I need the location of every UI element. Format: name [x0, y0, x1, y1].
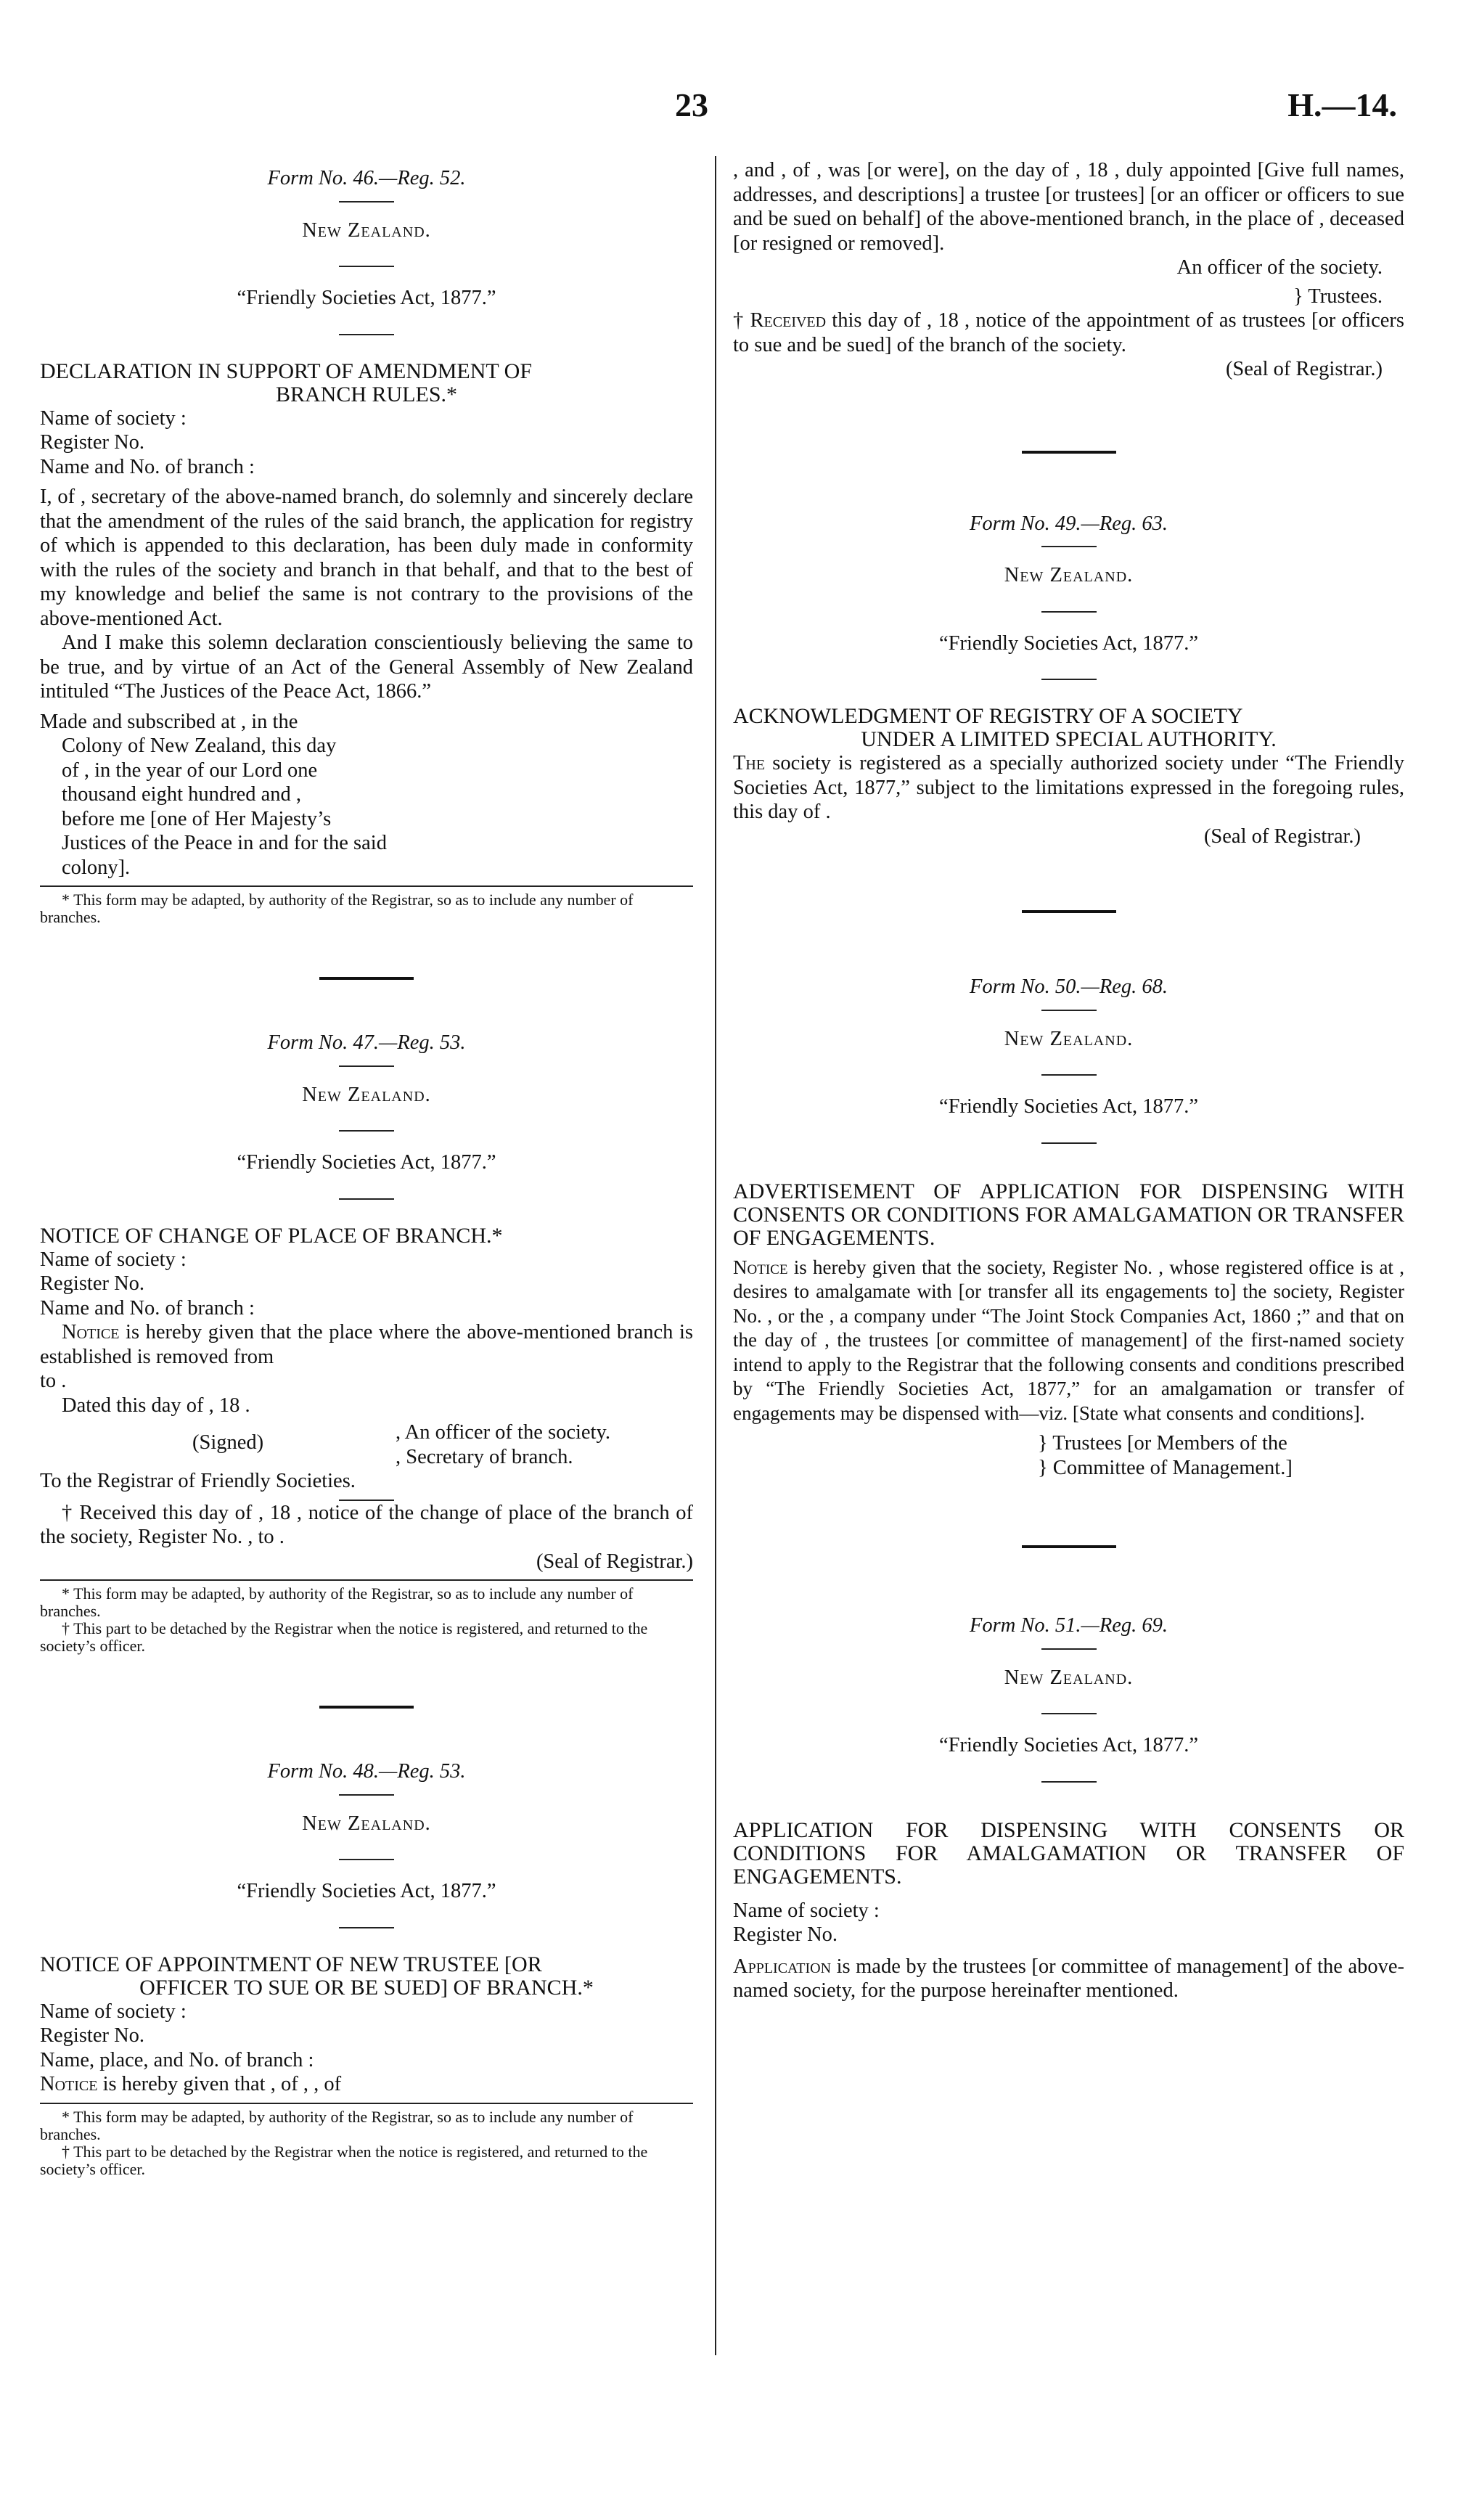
form-number: Form No. 47.—Reg. 53. [267, 1031, 466, 1054]
form-46 [40, 166, 693, 926]
act-title: “Friendly Societies Act, 1877.” [237, 1151, 496, 1174]
rule [339, 266, 394, 267]
section-separator [319, 977, 414, 980]
footnote: † This part to be detached by the Registrar when the notice is registered, and returned to the society’s officer. [40, 2142, 648, 2178]
form-title [40, 1953, 693, 2000]
form-title [733, 705, 1404, 751]
act-title: “Friendly Societies Act, 1877.” [939, 1734, 1198, 1756]
form-title: APPLICATION FOR DISPENSING WITH CONSENTS OR CONDITIONS FOR AMALGAMATION OR TRANSFER OF ENGAGEMENTS. [733, 1817, 1404, 1889]
addressee: To the Registrar of Friendly Societies. [40, 1470, 356, 1492]
field-label: Register No. [733, 1923, 838, 1946]
form-number: Form No. 46.—Reg. 52. [267, 167, 466, 189]
field-label: Register No. [40, 431, 145, 454]
field-label: Name of society : [40, 406, 187, 430]
form-51 [733, 1613, 1404, 2003]
rule [339, 1859, 394, 1860]
form-number: Form No. 51.—Reg. 69. [969, 1614, 1168, 1637]
footnote: † This part to be detached by the Registrar when the notice is registered, and returned to the society’s officer. [40, 1619, 648, 1655]
notice-text [40, 2072, 693, 2097]
trustees-signature [733, 1431, 1404, 1480]
seal-label: (Seal of Registrar.) [1203, 825, 1361, 848]
form-title: NOTICE OF CHANGE OF PLACE OF BRANCH.* [40, 1223, 503, 1248]
country-heading: New Zealand. [1004, 1666, 1134, 1689]
notice-body: is hereby given that , of , , of [97, 2073, 342, 2095]
rule [1041, 546, 1097, 547]
subscription-line: Justices of the Peace in and for the said [62, 832, 387, 854]
form-50 [733, 975, 1404, 1480]
seal-label: (Seal of Registrar.) [1225, 358, 1383, 380]
notice-body: is hereby given that the place where the above-mentioned branch is established is removed from [40, 1321, 693, 1368]
title-line: ACKNOWLEDGMENT OF REGISTRY OF A SOCIETY [733, 704, 1243, 728]
field-label: Name, place, and No. of branch : [40, 2048, 314, 2071]
field-label: Name of society : [40, 1248, 187, 1271]
trustees-line: } Committee of Management.] [1038, 1456, 1293, 1479]
column-divider [715, 156, 716, 2355]
subscription-line: thousand eight hundred and , [62, 783, 302, 806]
title-line: DECLARATION IN SUPPORT OF AMENDMENT OF [40, 359, 533, 383]
field-label: Name of society : [40, 2000, 187, 2023]
act-title: “Friendly Societies Act, 1877.” [237, 287, 496, 309]
rule [339, 334, 394, 335]
rule [1041, 1648, 1097, 1650]
trustees-line: } Trustees [or Members of the [1038, 1432, 1287, 1455]
country-heading: New Zealand. [1004, 564, 1134, 586]
rule [1041, 1713, 1097, 1714]
field-label: Name and No. of branch : [40, 1296, 255, 1320]
field-label: Register No. [40, 1272, 145, 1295]
signature-line: , Secretary of branch. [396, 1445, 573, 1468]
signed-label: (Signed) [192, 1431, 264, 1454]
form-number: Form No. 50.—Reg. 68. [969, 975, 1168, 998]
receipt-text [733, 308, 1404, 357]
country-heading: New Zealand. [302, 1812, 431, 1835]
footnote: * This form may be adapted, by authority of the Registrar, so as to include any number of branches. [40, 891, 634, 926]
receipt-text: † Received this day of , 18 , notice of the change of place of the branch of the society, Register No. , to . [40, 1501, 693, 1548]
application-body: is made by the trustees [or committee of management] of the above-named society, for the purpose hereinafter mentioned. [733, 1955, 1404, 2002]
signature-line: , An officer of the society. [396, 1421, 610, 1444]
form-48-continued [733, 158, 1404, 382]
receipt-body: this day of , 18 , notice of the appointment of as trustees [or officers to sue and be sued] of the branch of the society. [733, 309, 1404, 356]
section-separator [1022, 451, 1116, 454]
rule [339, 1065, 394, 1067]
subscription-line: Made and subscribed at , in the [40, 710, 298, 733]
form-48 [40, 1759, 693, 2178]
title-line: NOTICE OF APPOINTMENT OF NEW TRUSTEE [OR [40, 1952, 542, 1976]
notice-word: Notice [62, 1321, 120, 1343]
rule [339, 201, 394, 202]
notice-word: Notice [733, 1256, 788, 1278]
application-text [733, 1955, 1404, 2003]
acknowledgment-body: society is registered as a specially authorized society under “The Friendly Societies Act, 1877,” subject to the limitations expressed in the foregoing rules, this day of . [733, 752, 1404, 823]
title-line: UNDER A LIMITED SPECIAL AUTHORITY. [861, 727, 1277, 751]
country-heading: New Zealand. [1004, 1027, 1134, 1050]
advertisement-text [733, 1256, 1404, 1426]
section-separator [1022, 1545, 1116, 1548]
notice-word: Notice [40, 2073, 98, 2095]
seal-label: (Seal of Registrar.) [536, 1550, 693, 1573]
declaration-text: And I make this solemn declaration conscientiously believing the same to be true, and by virtue of an Act of the General Assembly of New Zealand intituled “The Justices of the Peace Act, 1866.” [40, 631, 693, 703]
footnote-rule [40, 885, 693, 887]
field-label: Name of society : [733, 1899, 880, 1922]
document-code: H.—14. [1287, 86, 1397, 123]
declaration-text: I, of , secretary of the above-named branch, do solemnly and sincerely declare that the amendment of the rules of the said branch, the application for registry of which is appended to this declaration, has been duly made in conformity with the rules of the society and branch in that behalf, and that to the best of my knowledge and belief the same is not contrary to the provisions of the above-mentioned Act. [40, 486, 693, 630]
field-label: Name and No. of branch : [40, 455, 255, 478]
signature-lines [396, 1420, 693, 1469]
signature-block [40, 1420, 693, 1469]
form-49 [733, 512, 1404, 849]
dated-line: Dated this day of , 18 . [62, 1394, 250, 1417]
rule [1041, 679, 1097, 680]
subscription-line: before me [one of Her Majesty’s [62, 807, 332, 830]
officer-signature: An officer of the society. [1176, 256, 1383, 279]
footnote: * This form may be adapted, by authority of the Registrar, so as to include any number of branches. [40, 1584, 634, 1620]
rule [339, 1927, 394, 1928]
acknowledgment-text [733, 751, 1404, 825]
advertisement-body: is hereby given that the society, Register No. , whose registered office is at , desires to amalgamate with [or transfer all its engagements to] the society, Register No. , or the , a company under “The Joint Stock Companies Act, 1860 ;” and that on the day of , the trustees [or committee of management] of the first-named society intend to apply to the Registrar that the following consents and conditions prescribed by “The Friendly Societies Act, 1877,” for an amalgamation or transfer of engagements may be dispensed with—viz. [State what consents and conditions]. [733, 1256, 1404, 1424]
application-word: Application [733, 1955, 832, 1978]
act-title: “Friendly Societies Act, 1877.” [237, 1880, 496, 1902]
rule [1041, 611, 1097, 613]
rule [1041, 1781, 1097, 1783]
rule [1041, 1074, 1097, 1076]
footnote: * This form may be adapted, by authority of the Registrar, so as to include any number of branches. [40, 2107, 634, 2143]
rule [339, 1130, 394, 1132]
notice-text [40, 1320, 693, 1369]
received-word: † Received [733, 309, 827, 332]
subscription-line: of , in the year of our Lord one [62, 758, 318, 782]
right-column [733, 158, 1404, 2003]
title-line: BRANCH RULES.* [275, 382, 458, 406]
form-47 [40, 1031, 693, 1655]
trustees-signature: } Trustees. [1293, 285, 1383, 308]
form-title [40, 360, 693, 406]
notice-to: to . [40, 1370, 67, 1392]
left-column [40, 163, 693, 2178]
form-number: Form No. 49.—Reg. 63. [969, 512, 1168, 535]
field-label: Register No. [40, 2024, 145, 2047]
appointment-text: , and , of , was [or were], on the day of , 18 , duly appointed [Give full names, addresses, and descriptions] a trustee [or trustees] [or an officer or officers to sue and be sued on behalf] of the above-mentioned branch, in the place of , deceased [or resigned or removed]. [733, 159, 1404, 255]
subscription-line: colony]. [62, 856, 131, 879]
footnote-rule [40, 1579, 693, 1581]
country-heading: New Zealand. [302, 1083, 431, 1106]
country-heading: New Zealand. [302, 218, 431, 242]
form-number: Form No. 48.—Reg. 53. [267, 1760, 466, 1783]
page-number: 23 [675, 86, 708, 123]
rule [339, 1794, 394, 1796]
act-title: “Friendly Societies Act, 1877.” [939, 1095, 1198, 1118]
subscription-line: Colony of New Zealand, this day [62, 735, 337, 757]
section-separator [319, 1706, 414, 1709]
subscription-block [40, 710, 504, 880]
act-title: “Friendly Societies Act, 1877.” [939, 631, 1198, 655]
footnote-rule [40, 2103, 693, 2104]
title-line: OFFICER TO SUE OR BE SUED] OF BRANCH.* [139, 1975, 594, 2000]
form-title: ADVERTISEMENT OF APPLICATION FOR DISPENSING WITH CONSENTS OR CONDITIONS FOR AMALGAMATION OR TRANSFER OF ENGAGEMENTS. [733, 1179, 1404, 1250]
the-word: The [733, 752, 766, 774]
rule [1041, 1142, 1097, 1144]
rule [1041, 1010, 1097, 1011]
section-separator [1022, 910, 1116, 913]
rule [339, 1198, 394, 1200]
